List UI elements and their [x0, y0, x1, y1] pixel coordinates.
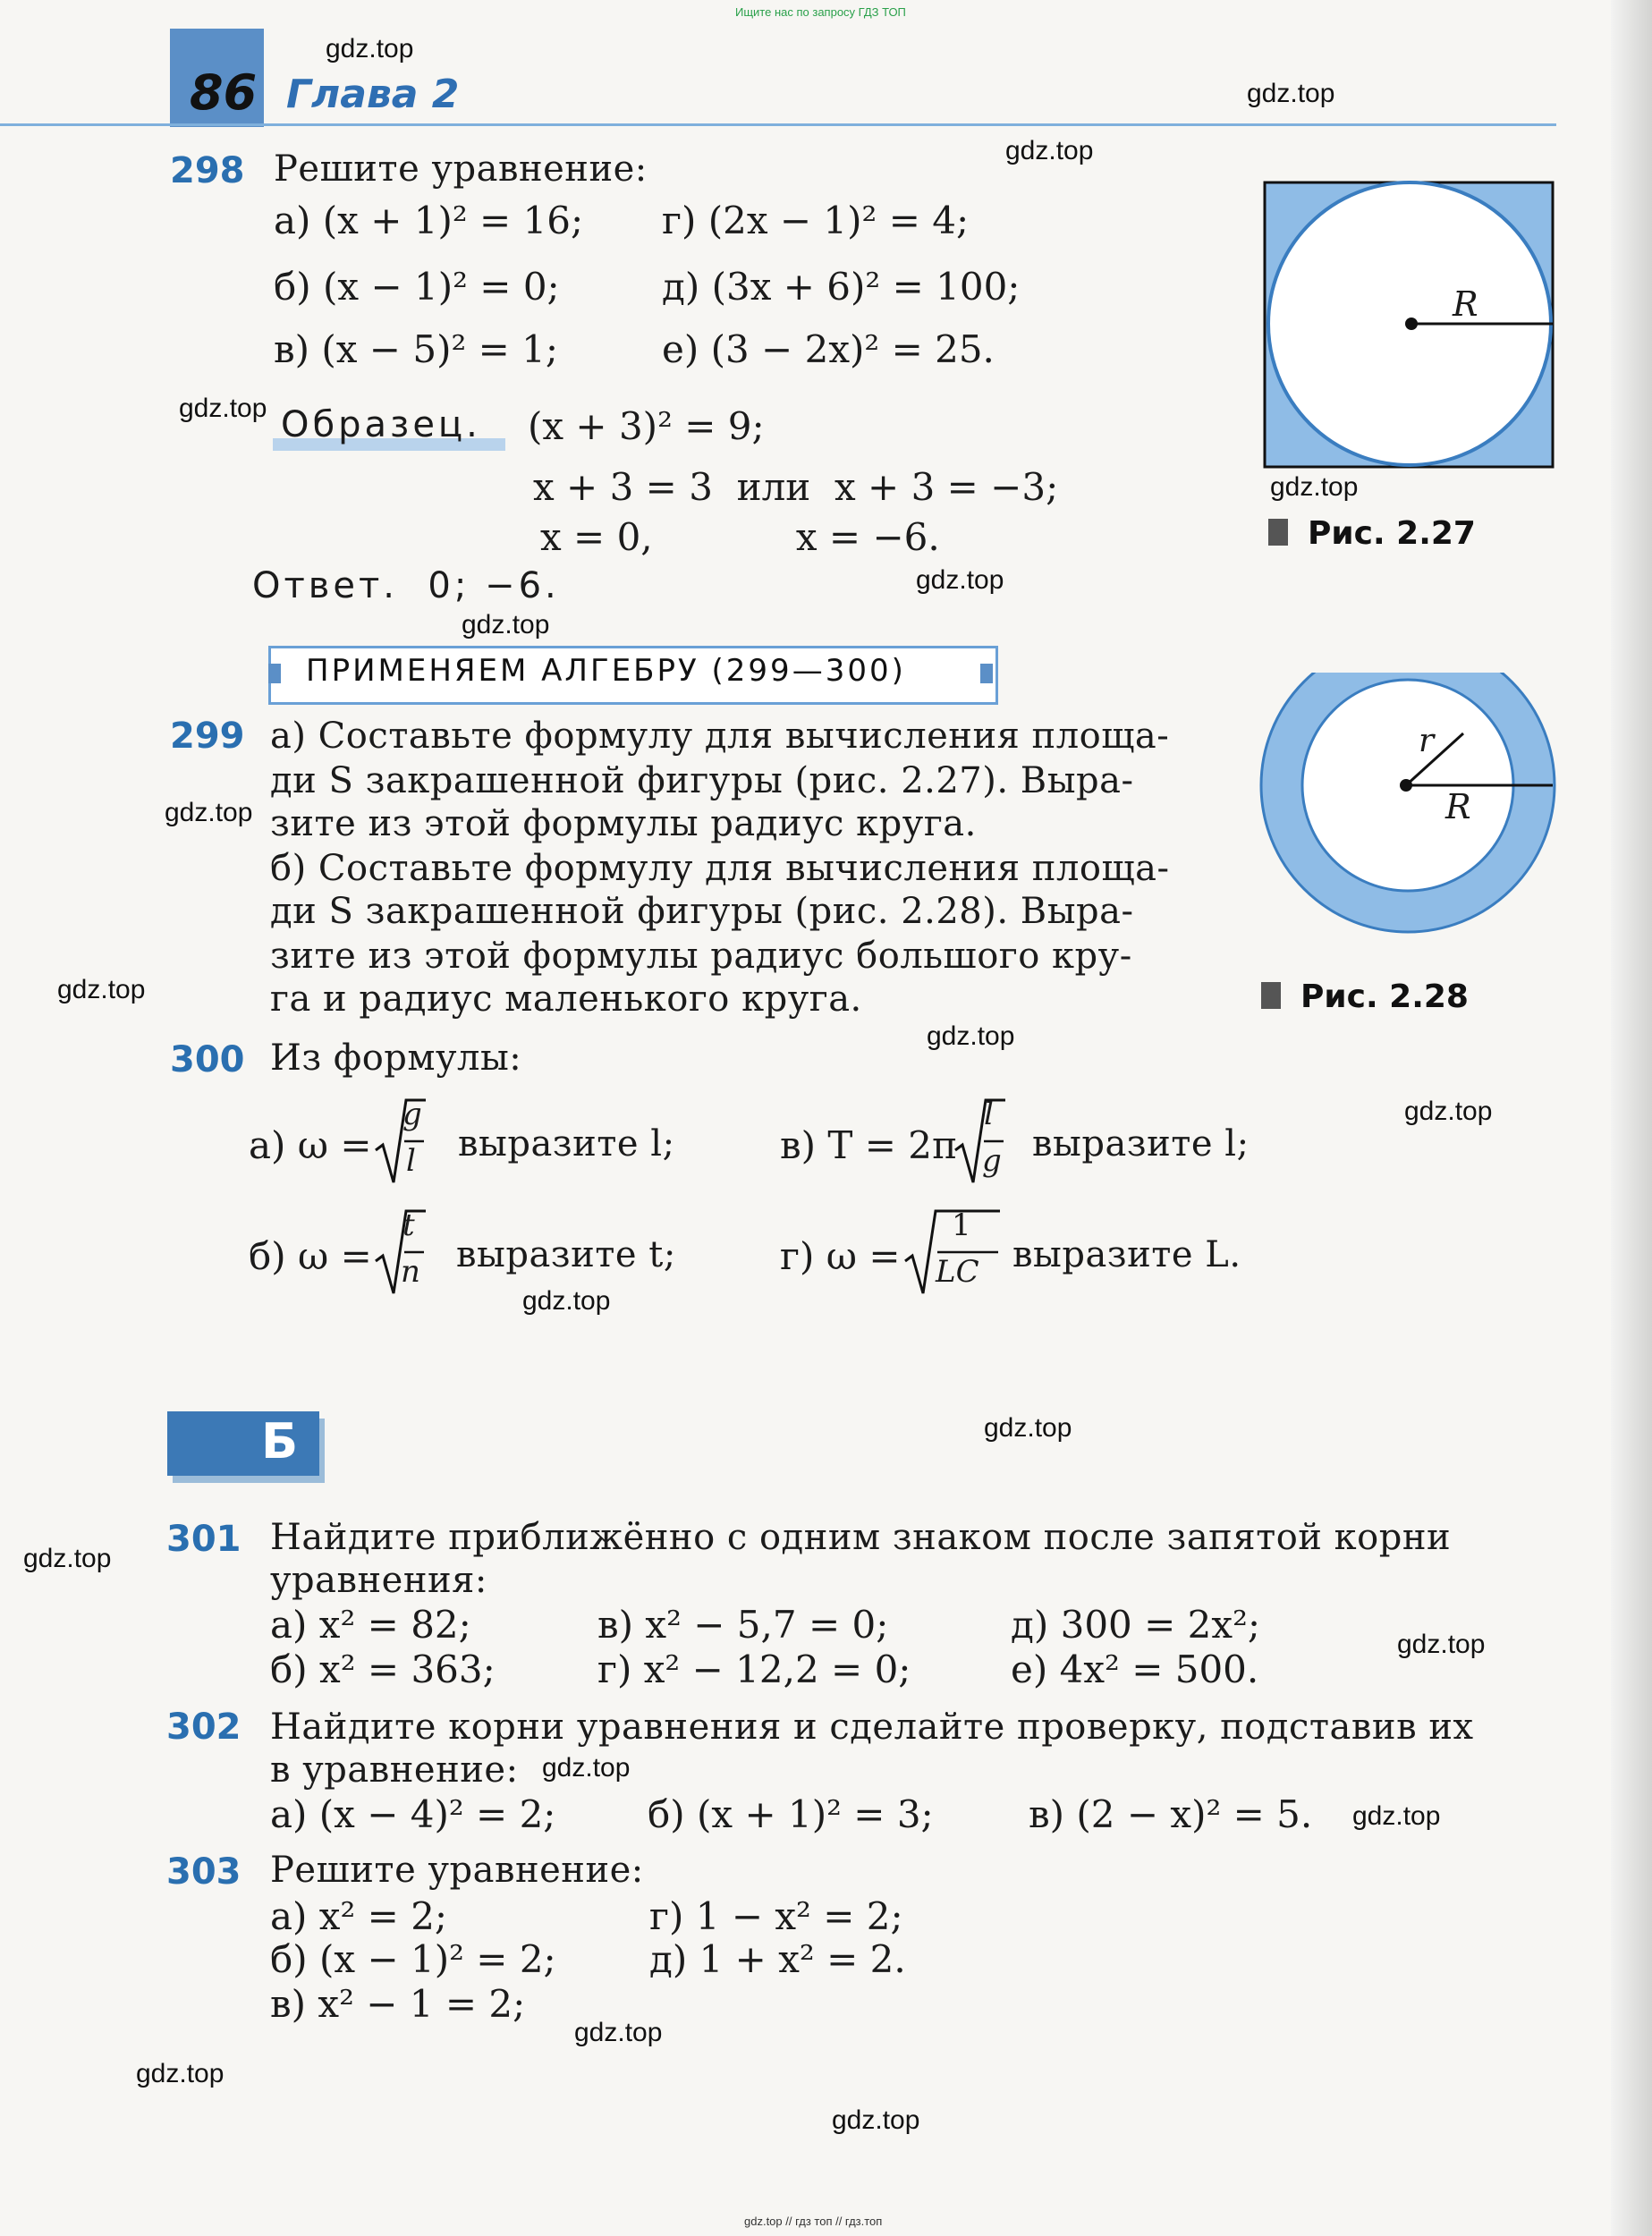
section-b-letter: Б: [261, 1413, 299, 1469]
banner-right-marker: [980, 664, 993, 683]
problem-300-b-denominator: n: [401, 1254, 420, 1290]
problem-298-d: д) (3x + 6)² = 100;: [662, 265, 1021, 309]
problem-303-b: б) (x − 1)² = 2;: [270, 1937, 556, 1981]
problem-301-a: а) x² = 82;: [270, 1603, 471, 1647]
watermark-label: gdz.top: [23, 1544, 112, 1573]
problem-300-a-numerator: g: [402, 1097, 422, 1132]
figure-2-27: [1261, 179, 1556, 474]
problem-300-title: Из формулы:: [270, 1038, 522, 1079]
problem-298-title: Решите уравнение:: [274, 148, 648, 190]
problem-301-e: е) 4x² = 500.: [1011, 1647, 1259, 1691]
problem-298-number: 298: [170, 150, 245, 191]
watermark-label: gdz.top: [927, 1021, 1015, 1051]
problem-302-a: а) (x − 4)² = 2;: [270, 1792, 556, 1836]
problem-303-v: в) x² − 1 = 2;: [270, 1982, 526, 2026]
watermark-label: gdz.top: [542, 1753, 631, 1783]
problem-300-v-suffix: выразите l;: [1032, 1123, 1250, 1165]
problem-298-g: г) (2x − 1)² = 4;: [662, 199, 970, 242]
fig228-caption-marker: [1261, 982, 1281, 1009]
page-edge-shadow: [1611, 0, 1652, 2236]
fig228-large-radius-label: R: [1445, 787, 1471, 826]
watermark-label: gdz.top: [1397, 1630, 1486, 1659]
problem-300-number: 300: [170, 1039, 245, 1080]
problem-300-b-suffix: выразите t;: [456, 1234, 676, 1275]
problem-301-g: г) x² − 12,2 = 0;: [597, 1647, 911, 1691]
problem-299-line-5: ди S закрашенной фигуры (рис. 2.28). Выра-: [270, 891, 1134, 932]
problem-300-v-prefix: в) T = 2π: [780, 1123, 957, 1167]
watermark-label: gdz.top: [1270, 472, 1359, 502]
fig227-caption: Рис. 2.27: [1308, 515, 1476, 552]
page-number: 86: [190, 64, 258, 121]
watermark-label: gdz.top: [1005, 136, 1094, 165]
header-rule: [0, 123, 1556, 126]
problem-301-line-2: уравнения:: [270, 1560, 487, 1601]
problem-300-g-prefix: г) ω =: [780, 1234, 901, 1278]
watermark-label: gdz.top: [984, 1413, 1072, 1443]
watermark-label: gdz.top: [1404, 1097, 1493, 1126]
watermark-label: gdz.top: [179, 394, 267, 423]
problem-298-b: б) (x − 1)² = 0;: [274, 265, 560, 309]
problem-301-line-1: Найдите приближённо с одним знаком после запятой корни: [270, 1517, 1452, 1558]
problem-300-a-suffix: выразите l;: [458, 1123, 675, 1165]
problem-298-e: е) (3 − 2x)² = 25.: [662, 327, 995, 371]
problem-299-number: 299: [170, 716, 245, 757]
watermark-label: gdz.top: [136, 2059, 225, 2088]
banner-text: ПРИМЕНЯЕМ АЛГЕБРУ (299—300): [306, 653, 906, 689]
problem-303-g: г) 1 − x² = 2;: [649, 1894, 903, 1938]
watermark-label: gdz.top: [165, 798, 253, 827]
problem-299-line-3: зите из этой формулы радиус круга.: [270, 803, 977, 844]
problem-302-line-2: в уравнение:: [270, 1749, 519, 1791]
fig227-caption-marker: [1268, 519, 1288, 546]
watermark-label: gdz.top: [1247, 79, 1335, 108]
problem-299-line-7: га и радиус маленького круга.: [270, 978, 862, 1020]
watermark-label: gdz.top: [916, 565, 1004, 595]
sample-step-1: x + 3 = 3 или x + 3 = −3;: [533, 465, 1059, 509]
problem-300-g-numerator: 1: [952, 1207, 971, 1243]
watermark-label: gdz.top: [522, 1286, 611, 1316]
problem-302-b: б) (x + 1)² = 3;: [648, 1792, 934, 1836]
banner-left-marker: [268, 664, 281, 683]
watermark-label: gdz.top: [462, 610, 550, 639]
fig227-radius-label: R: [1453, 284, 1478, 324]
problem-299-line-2: ди S закрашенной фигуры (рис. 2.27). Выра-: [270, 760, 1134, 801]
problem-301-b: б) x² = 363;: [270, 1647, 496, 1691]
sample-equation: (x + 3)² = 9;: [528, 404, 765, 448]
problem-300-v-denominator: g: [982, 1143, 1002, 1179]
chapter-title: Глава 2: [286, 72, 460, 117]
watermark-label: gdz.top: [326, 34, 414, 64]
sample-step-2: x = 0, x = −6.: [540, 515, 940, 559]
problem-300-v-numerator: l: [984, 1097, 994, 1132]
fig228-small-radius-label: r: [1419, 723, 1435, 759]
sample-answer: Ответ. 0; −6.: [252, 565, 560, 606]
problem-299-line-1: а) Составьте формулу для вычисления площа-: [270, 716, 1170, 757]
problem-300-g-denominator: LC: [936, 1254, 979, 1290]
problem-301-v: в) x² − 5,7 = 0;: [597, 1603, 889, 1647]
problem-302-v: в) (2 − x)² = 5.: [1029, 1792, 1313, 1836]
problem-299-line-6: зите из этой формулы радиус большого кру-: [270, 936, 1132, 977]
watermark-label: gdz.top: [832, 2105, 920, 2135]
figure-2-28: [1256, 673, 1560, 977]
problem-301-number: 301: [166, 1519, 241, 1560]
sample-label: Образец.: [281, 404, 481, 445]
watermark-label: gdz.top: [1352, 1801, 1441, 1831]
fig228-caption: Рис. 2.28: [1300, 978, 1469, 1015]
problem-303-a: а) x² = 2;: [270, 1894, 448, 1938]
top-watermark-note: Ищите нас по запросу ГДЗ ТОП: [735, 5, 906, 19]
problem-302-number: 302: [166, 1707, 241, 1748]
problem-303-title: Решите уравнение:: [270, 1850, 644, 1891]
problem-300-g-suffix: выразите L.: [1012, 1234, 1241, 1275]
problem-298-a: а) (x + 1)² = 16;: [274, 199, 584, 242]
watermark-label: gdz.top: [574, 2018, 663, 2047]
problem-301-d: д) 300 = 2x²;: [1011, 1603, 1261, 1647]
problem-300-b-numerator: t: [402, 1207, 415, 1243]
problem-300-a-denominator: l: [406, 1143, 416, 1179]
problem-302-line-1: Найдите корни уравнения и сделайте проверку, подставив их: [270, 1707, 1474, 1748]
problem-298-v: в) (x − 5)² = 1;: [274, 327, 559, 371]
problem-303-number: 303: [166, 1851, 241, 1893]
problem-303-d: д) 1 + x² = 2.: [649, 1937, 906, 1981]
problem-299-line-4: б) Составьте формулу для вычисления площа-: [270, 848, 1170, 889]
watermark-label: gdz.top: [57, 975, 146, 1004]
bottom-watermark-note: gdz.top // гдз топ // гдз.топ: [744, 2215, 883, 2228]
problem-300-a-prefix: а) ω =: [249, 1123, 372, 1167]
problem-300-b-prefix: б) ω =: [249, 1234, 372, 1278]
